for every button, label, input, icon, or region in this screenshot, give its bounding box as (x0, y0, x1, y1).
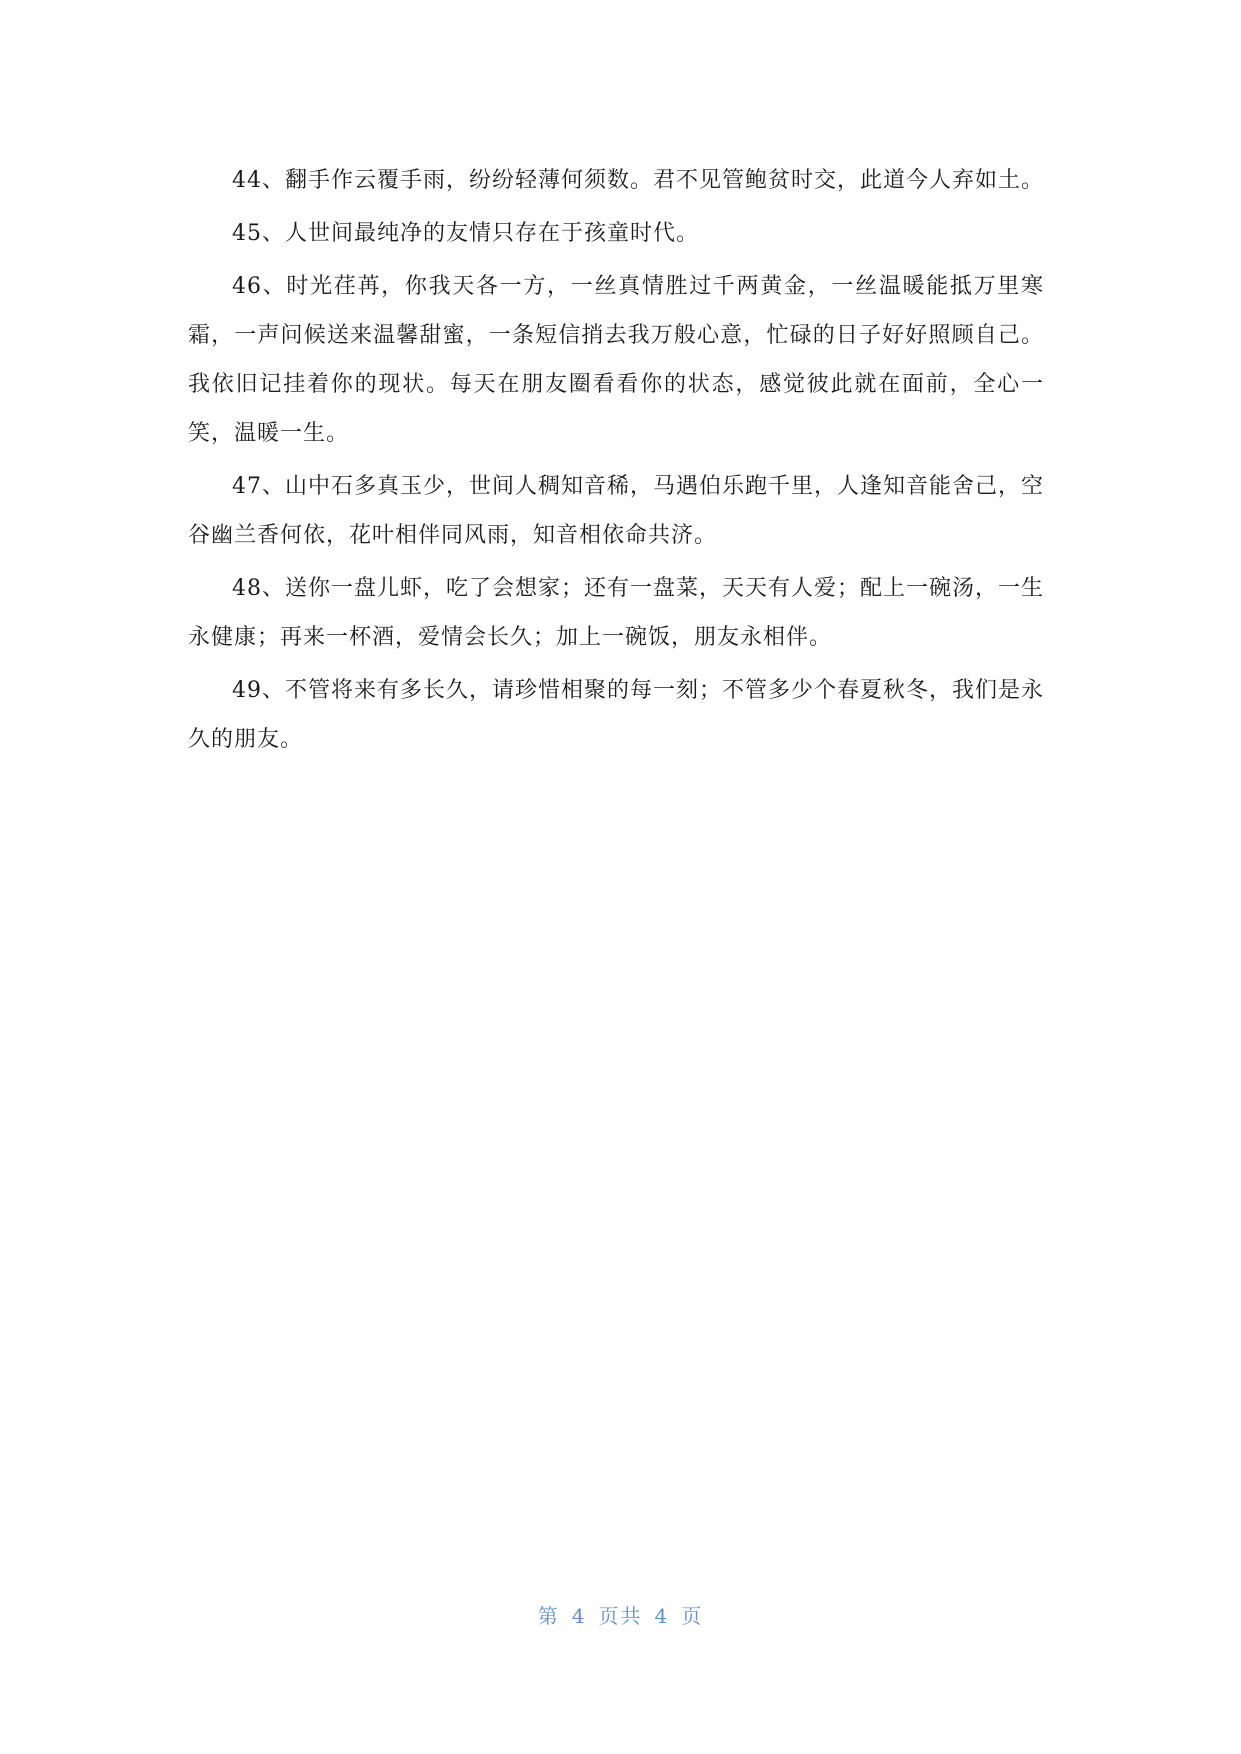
paragraph-47: 47、山中石多真玉少，世间人稠知音稀，马遇伯乐跑千里，人逢知音能舍己，空谷幽兰香何依，花叶相伴同风雨，知音相依命共济。 (188, 474, 1044, 548)
footer-suffix: 页 (681, 1604, 704, 1628)
paragraph-46: 46、时光荏苒，你我天各一方，一丝真情胜过千两黄金，一丝温暖能抵万里寒霜，一声问候送来温馨甜蜜，一条短信捎去我万般心意，忙碌的日子好好照顾自己。我依旧记挂着你的现状。每天在朋友圈看看你的状态，感觉彼此就在面前，全心一笑，温暖一生。 (188, 274, 1044, 446)
paragraph-45: 45、人世间最纯净的友情只存在于孩童时代。 (232, 221, 699, 246)
document-body (188, 156, 1044, 768)
paragraph-44: 44、翻手作云覆手雨，纷纷轻薄何须数。君不见管鲍贫时交，此道今人弃如土。 (232, 168, 1044, 193)
footer-current-page: 4 (571, 1604, 587, 1628)
page-footer (0, 1600, 1241, 1629)
paragraph-49: 49、不管将来有多长久，请珍惜相聚的每一刻；不管多少个春夏秋冬，我们是永久的朋友。 (188, 678, 1044, 752)
footer-total-pages: 4 (654, 1604, 670, 1628)
paragraph-48: 48、送你一盘儿虾，吃了会想家；还有一盘菜，天天有人爱；配上一碗汤，一生永健康；再来一杯酒，爱情会长久；加上一碗饭，朋友永相伴。 (188, 576, 1044, 650)
footer-middle: 页共 (598, 1604, 643, 1628)
footer-prefix: 第 (537, 1604, 560, 1628)
